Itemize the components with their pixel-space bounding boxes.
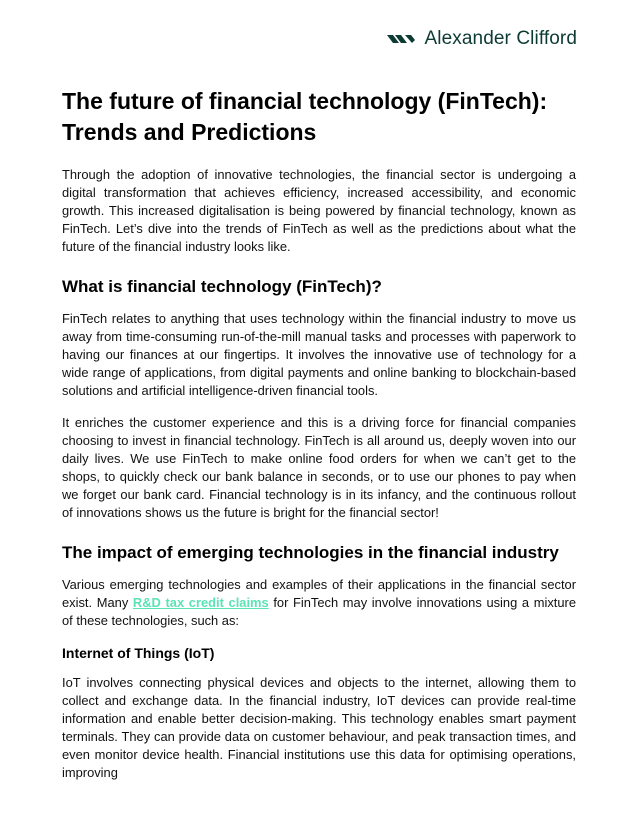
article-title: The future of financial technology (FinTech): Trends and Predictions — [62, 88, 548, 145]
subsection-heading-iot: Internet of Things (IoT) — [62, 645, 215, 661]
intro-paragraph: Through the adoption of innovative technologies, the financial sector is undergoing a digital transformation that achieves efficiency, increased accessibility, and economic growth. This increased digitalisation is being powered by financial technology, known as FinTech. Let’s dive into the trends of FinTech as well as the predictions about what the future of the financial industry looks like. — [62, 167, 576, 254]
logo-mark-icon — [385, 29, 417, 49]
paragraph: FinTech relates to anything that uses technology within the financial industry to move us away from time-consuming run-of-the-mill manual tasks and processes with paperwork to having our finances at our fingertips. It involves the innovative use of technology for a wide range of applications, from digital payments and online banking to blockchain-based solutions and artificial intelligence-driven financial tools. — [62, 311, 576, 398]
paragraph-with-link — [62, 576, 576, 630]
brand-logo[interactable] — [385, 28, 577, 50]
paragraph-text: Various emerging technologies and examples of their applications in the financial sector exist. Many — [62, 577, 576, 610]
section-heading-emerging-tech: The impact of emerging technologies in the financial industry — [62, 543, 559, 562]
article-body — [62, 86, 576, 796]
section-heading-what-is-fintech: What is financial technology (FinTech)? — [62, 277, 382, 296]
paragraph: IoT involves connecting physical devices and objects to the internet, allowing them to collect and exchange data. In the financial industry, IoT devices can provide real-time information and enable better decision-making. This technology enables smart payment terminals. They can provide data on customer behaviour, and peak transaction times, and even monitor device health. Financial institutions use this data for optimising operations, improving — [62, 675, 576, 780]
brand-name: Alexander Clifford — [424, 28, 577, 49]
paragraph-text: for FinTech may involve innovations using a mixture of these technologies, such as: — [62, 595, 576, 628]
paragraph: It enriches the customer experience and this is a driving force for financial companies choosing to invest in financial technology. FinTech is all around us, deeply woven into our daily lives. We use FinTech to make online food orders for when we can’t get to the shops, to quickly check our bank balance in seconds, or to use our phones to pay when we forget our bank card. Financial technology is in its infancy, and the continuous rollout of innovations shows us the future is bright for the financial sector! — [62, 415, 576, 520]
rd-tax-credit-link[interactable]: R&D tax credit claims — [132, 595, 269, 610]
